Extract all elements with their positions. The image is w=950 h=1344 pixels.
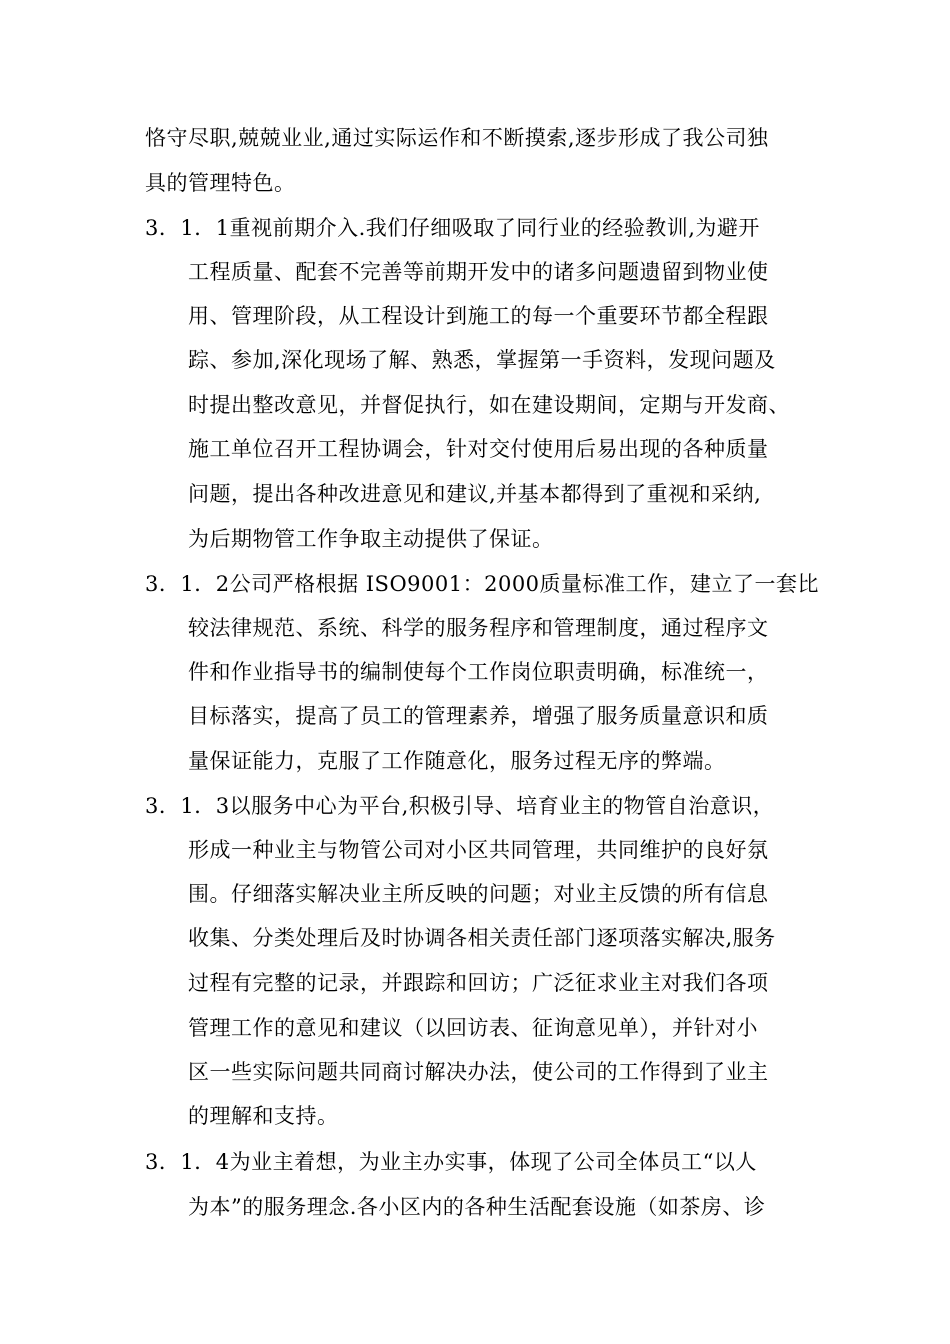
text-line: 施工单位召开工程协调会，针对交付使用后易出现的各种质量: [188, 437, 769, 461]
text-line: 形成一种业主与物管公司对小区共同管理，共同维护的良好氛: [188, 838, 769, 862]
text-line: 为本”的服务理念.各小区内的各种生活配套设施（如茶房、诊: [188, 1195, 766, 1219]
text-line: 区一些实际问题共同商讨解决办法，使公司的工作得到了业主: [188, 1060, 769, 1084]
text-line: 管理工作的意见和建议（以回访表、征询意见单），并针对小: [188, 1016, 758, 1040]
text-line: 件和作业指导书的编制使每个工作岗位职责明确，标准统一，: [188, 660, 769, 684]
text-line: 为后期物管工作争取主动提供了保证。: [188, 527, 554, 551]
section-heading-line: 3．1．1重视前期介入.我们仔细吸取了同行业的经验教训,为避开: [145, 216, 760, 240]
text-line: 过程有完整的记录，并跟踪和回访；广泛征求业主对我们各项: [188, 971, 769, 995]
text-line: 的理解和支持。: [188, 1104, 339, 1128]
text-line: 踪、参加,深化现场了解、熟悉，掌握第一手资料，发现问题及: [188, 348, 776, 372]
section-heading-line: 3．1．4为业主着想，为业主办实事，体现了公司全体员工“以人: [145, 1150, 757, 1174]
text-line: 围。仔细落实解决业主所反映的问题；对业主反馈的所有信息: [188, 882, 769, 906]
text-line: 具的管理特色。: [145, 171, 296, 195]
section-heading-line: 3．1．2公司严格根据 ISO9001：2000质量标准工作，建立了一套比: [145, 572, 820, 596]
text-line: 用、管理阶段，从工程设计到施工的每一个重要环节都全程跟: [188, 304, 769, 328]
text-line: 时提出整改意见，并督促执行，如在建设期间，定期与开发商、: [188, 393, 790, 417]
text-line: 恪守尽职,兢兢业业,通过实际运作和不断摸索,逐步形成了我公司独: [145, 126, 769, 150]
text-line: 较法律规范、系统、科学的服务程序和管理制度，通过程序文: [188, 616, 769, 640]
text-line: 目标落实，提高了员工的管理素养，增强了服务质量意识和质: [188, 704, 769, 728]
text-line: 工程质量、配套不完善等前期开发中的诸多问题遗留到物业使: [188, 260, 769, 284]
section-heading-line: 3．1．3以服务中心为平台,积极引导、培育业主的物管自治意识，: [145, 794, 775, 818]
text-line: 量保证能力，克服了工作随意化，服务过程无序的弊端。: [188, 749, 726, 773]
text-line: 收集、分类处理后及时协调各相关责任部门逐项落实解决,服务: [188, 926, 776, 950]
text-line: 问题，提出各种改进意见和建议,并基本都得到了重视和采纳,: [188, 482, 762, 506]
